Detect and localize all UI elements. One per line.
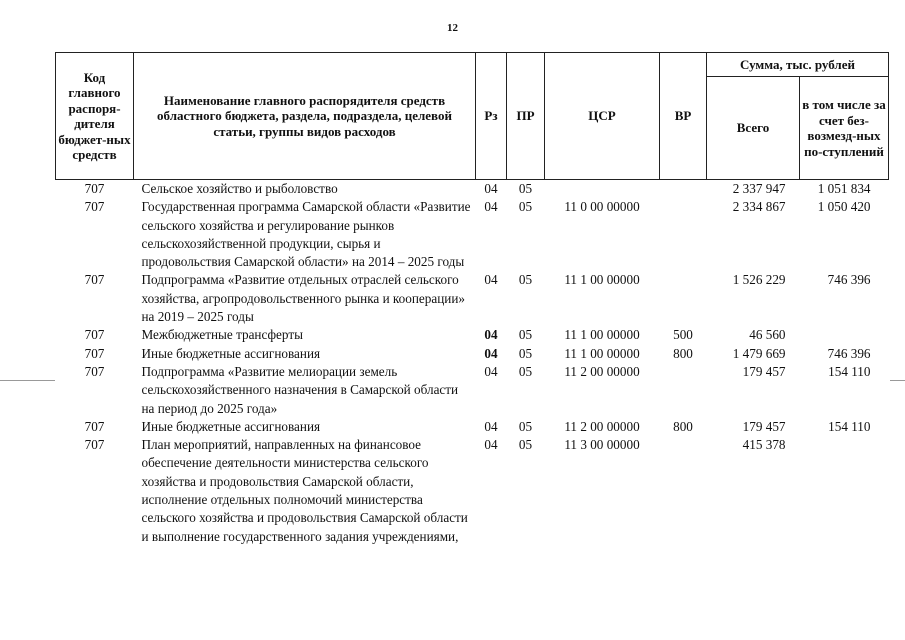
cell-rz: 04 xyxy=(484,327,498,343)
cell-rz: 04 xyxy=(484,345,498,361)
cell-vr xyxy=(660,436,707,546)
cell-csr: 11 0 00 00000 xyxy=(564,199,640,215)
header-code: Код главного распоря-дителя бюджет-ных средств xyxy=(56,53,134,180)
cell-csr: 11 2 00 00000 xyxy=(564,418,640,434)
margin-mark-left xyxy=(0,380,55,381)
cell-rz: 04 xyxy=(484,181,498,196)
cell-code: 707 xyxy=(84,418,105,434)
cell-pr: 05 xyxy=(518,418,533,434)
cell-vr: 800 xyxy=(673,345,693,361)
cell-name: Подпрограмма «Развитие отдельных отраслей сельского хозяйства, агропродовольственного рынка и кооперации» на 2019 – 2025 годы xyxy=(141,272,465,325)
table-row xyxy=(56,345,889,363)
cell-total: 179 457 xyxy=(742,363,786,379)
cell-total: 46 560 xyxy=(749,327,786,343)
table-row xyxy=(56,198,889,271)
table-row xyxy=(56,180,889,199)
cell-rz: 04 xyxy=(484,437,498,453)
cell-incl: 154 110 xyxy=(828,363,871,379)
cell-pr: 05 xyxy=(518,363,533,379)
cell-vr xyxy=(660,198,707,271)
header-incl: в том числе за счет без-возмезд-ных по-ступлений xyxy=(800,77,889,180)
cell-rz: 04 xyxy=(484,418,498,434)
cell-code: 707 xyxy=(84,327,105,343)
cell-incl xyxy=(800,436,889,546)
cell-incl: 746 396 xyxy=(827,272,871,288)
cell-csr: 11 1 00 00000 xyxy=(564,272,640,288)
cell-name: Межбюджетные трансферты xyxy=(141,327,303,343)
cell-incl: 1 050 420 xyxy=(817,199,871,215)
cell-name: Сельское хозяйство и рыболовство xyxy=(141,181,338,196)
cell-pr: 05 xyxy=(518,327,533,343)
cell-name: Государственная программа Самарской области «Развитие сельского хозяйства и регулирование рынков сельскохозяйственной продукции, сырья и продовольствия Самарской области» на 2014 – 2025 годы xyxy=(141,199,471,270)
cell-code: 707 xyxy=(84,199,105,215)
table-row xyxy=(56,363,889,418)
header-vr: ВР xyxy=(660,53,707,180)
budget-table xyxy=(55,52,889,546)
cell-vr xyxy=(660,271,707,326)
cell-csr: 11 2 00 00000 xyxy=(564,363,640,379)
cell-total: 1 526 229 xyxy=(732,272,786,288)
cell-total: 2 337 947 xyxy=(732,181,786,196)
cell-code: 707 xyxy=(84,181,105,196)
cell-code: 707 xyxy=(84,363,105,379)
cell-pr: 05 xyxy=(518,437,533,453)
table-row xyxy=(56,271,889,326)
cell-code: 707 xyxy=(84,272,105,288)
cell-total: 1 479 669 xyxy=(732,345,786,361)
header-pr: ПР xyxy=(507,53,545,180)
cell-csr: 11 1 00 00000 xyxy=(564,327,640,343)
table-row xyxy=(56,326,889,344)
cell-name: Подпрограмма «Развитие мелиорации земель сельскохозяйственного назначения в Самарской области на период до 2025 года» xyxy=(141,363,459,416)
cell-csr: 11 1 00 00000 xyxy=(564,345,640,361)
cell-csr xyxy=(545,180,660,199)
cell-vr xyxy=(660,180,707,199)
cell-name: Иные бюджетные ассигнования xyxy=(141,418,321,434)
cell-pr: 05 xyxy=(518,199,533,215)
header-name: Наименование главного распорядителя средств областного бюджета, раздела, подраздела, целевой статьи, группы видов расходов xyxy=(134,53,476,180)
header-rz: Рз xyxy=(476,53,507,180)
page-number: 12 xyxy=(447,22,458,34)
cell-incl: 746 396 xyxy=(827,345,871,361)
cell-csr: 11 3 00 00000 xyxy=(564,437,640,453)
cell-pr: 05 xyxy=(518,272,533,288)
table-row xyxy=(56,418,889,436)
cell-pr: 05 xyxy=(518,181,533,196)
cell-total: 179 457 xyxy=(742,418,786,434)
cell-incl: 154 110 xyxy=(828,418,871,434)
margin-mark-right xyxy=(890,380,905,381)
cell-vr xyxy=(660,363,707,418)
cell-rz: 04 xyxy=(484,199,498,215)
header-total: Всего xyxy=(707,77,800,180)
cell-name: Иные бюджетные ассигнования xyxy=(141,345,321,361)
cell-code: 707 xyxy=(84,437,105,453)
header-sum: Сумма, тыс. рублей xyxy=(707,53,889,77)
cell-incl xyxy=(800,326,889,344)
cell-name: План мероприятий, направленных на финансовое обеспечение деятельности министерства сельского хозяйства и продовольствия Самарской области, исполнение отдельных полномочий министерства сельского хозяйства и продовольствия Самарской области и выполнение государственного задания учреждениями, xyxy=(141,437,468,544)
table-row xyxy=(56,436,889,546)
cell-pr: 05 xyxy=(518,345,533,361)
cell-vr: 800 xyxy=(673,418,693,434)
cell-incl: 1 051 834 xyxy=(817,181,871,196)
cell-code: 707 xyxy=(84,345,105,361)
cell-rz: 04 xyxy=(484,272,498,288)
header-csr: ЦСР xyxy=(545,53,660,180)
cell-total: 2 334 867 xyxy=(732,199,786,215)
cell-total: 415 378 xyxy=(742,437,786,453)
cell-vr: 500 xyxy=(673,327,693,343)
cell-rz: 04 xyxy=(484,363,498,379)
